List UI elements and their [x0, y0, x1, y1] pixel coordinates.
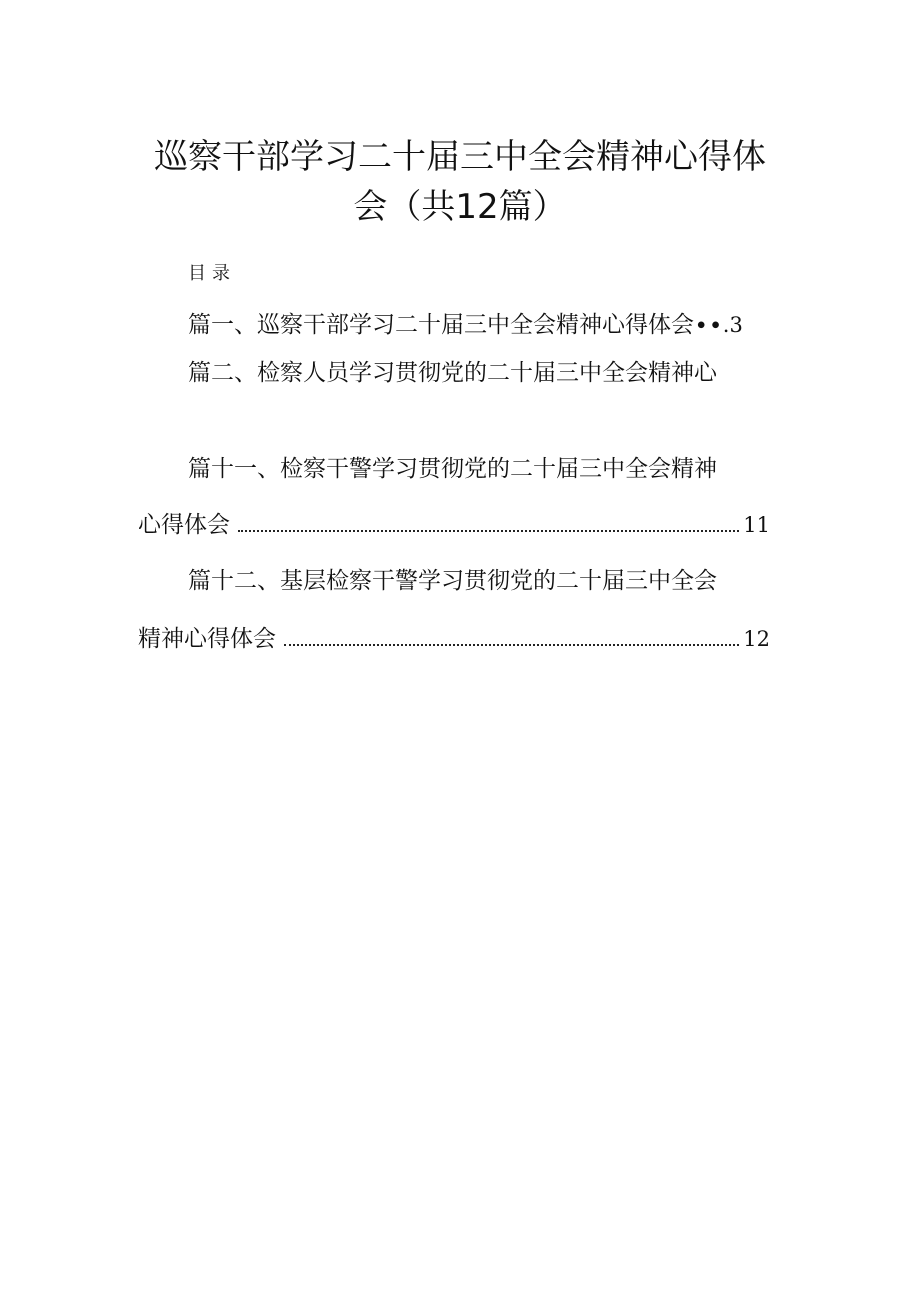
title-line-2: 会（共12篇） — [353, 187, 567, 227]
toc-entry-11-leader — [238, 529, 739, 532]
toc-entry-11-line-1[interactable] — [188, 454, 717, 484]
toc-entry-11-text: 篇十一、检察干警学习贯彻党的二十届三中全会精神 — [188, 456, 717, 482]
toc-entry-12-line-1[interactable] — [188, 566, 717, 596]
toc-entry-12-page: 12 — [743, 627, 770, 651]
toc-entry-12-leader — [284, 643, 739, 646]
toc-entry-11-page: 11 — [743, 513, 770, 537]
toc-entry-11-line-2[interactable] — [138, 510, 770, 540]
toc-entry-12-line-2[interactable] — [138, 624, 770, 654]
toc-heading: 目录 — [188, 263, 236, 284]
toc-entry-11-text-cont: 心得体会 — [138, 512, 230, 538]
toc-entry-1[interactable] — [188, 310, 743, 340]
toc-entry-12-text: 篇十二、基层检察干警学习贯彻党的二十届三中全会 — [188, 568, 717, 594]
document-title — [140, 132, 780, 232]
toc-entry-12-text-cont: 精神心得体会 — [138, 626, 276, 652]
toc-entry-1-page: .3 — [722, 313, 743, 337]
toc-entry-2-text: 篇二、检察人员学习贯彻党的二十届三中全会精神心 — [188, 360, 717, 386]
toc-entry-1-text: 篇一、巡察干部学习二十届三中全会精神心得体会 — [188, 312, 694, 338]
title-line-1: 巡察干部学习二十届三中全会精神心得体 — [154, 137, 766, 177]
toc-entry-1-leader: ∙∙ — [694, 312, 723, 338]
toc-entry-2[interactable] — [188, 358, 717, 388]
